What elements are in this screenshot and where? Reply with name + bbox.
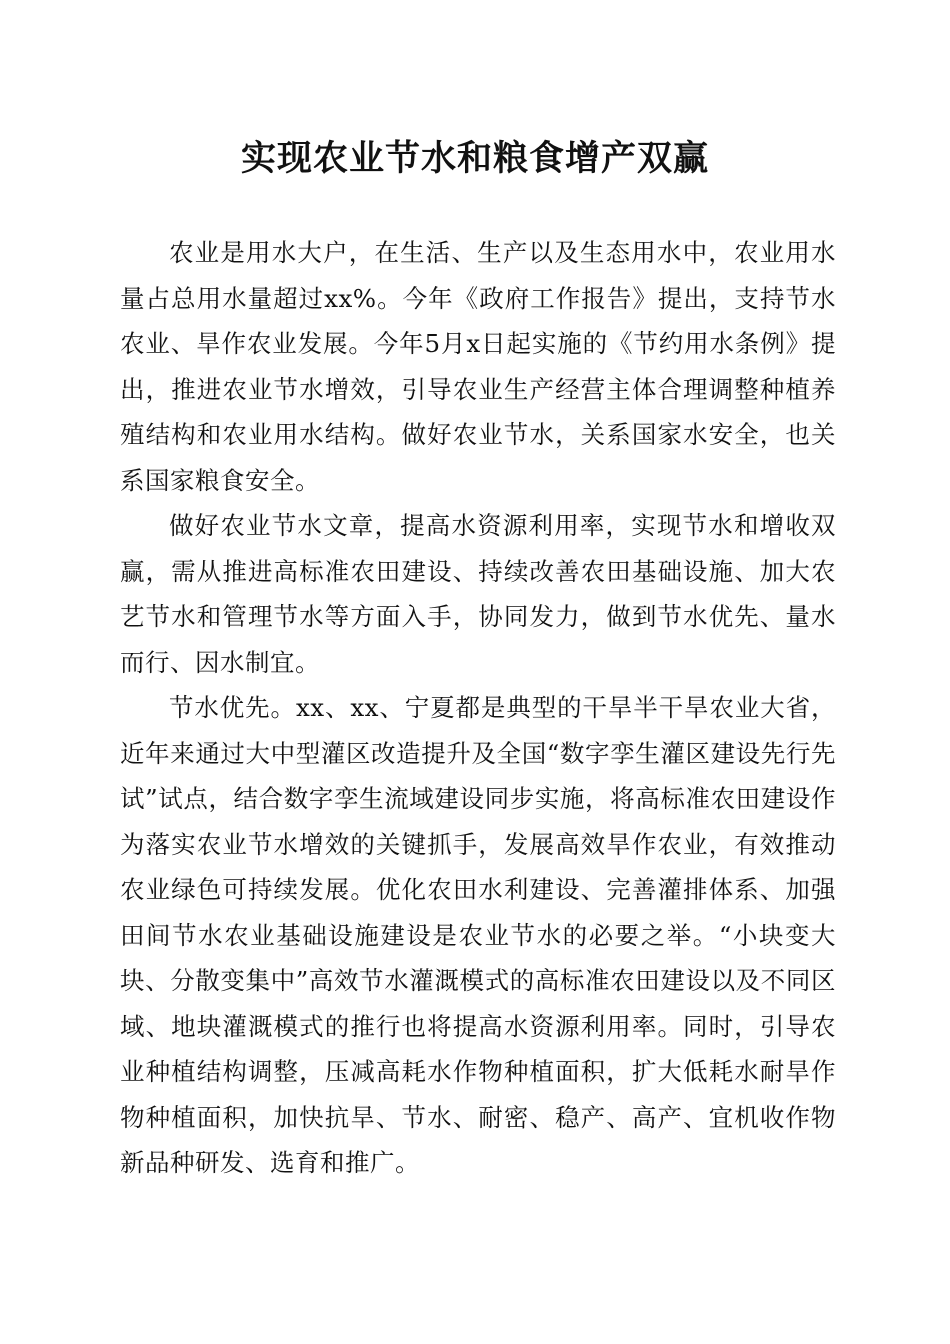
document-title: 实现农业节水和粮食增产双赢 [240,138,709,179]
paragraph-approach: 做好农业节水文章，提高水资源利用率，实现节水和增收双赢，需从推进高标准农田建设、持续改善农田基础设施、加大农艺节水和管理节水等方面入手，协同发力，做到节水优先、量水而行、因水制宜。 [120,511,836,677]
paragraph-intro: 农业是用水大户，在生活、生产以及生态用水中，农业用水量占总用水量超过xx%。今年《政府工作报告》提出，支持节水农业、旱作农业发展。今年5月x日起实施的《节约用水条例》提出，推进农业节水增效，引导农业生产经营主体合理调整种植养殖结构和农业用水结构。做好农业节水，关系国家水安全，也关系国家粮食安全。 [120,238,836,495]
paragraph-water-saving-first: 节水优先。xx、xx、宁夏都是典型的干旱半干旱农业大省，近年来通过大中型灌区改造提升及全国“数字孪生灌区建设先行先试”试点，结合数字孪生流域建设同步实施，将高标准农田建设作为落实农业节水增效的关键抓手，发展高效旱作农业，有效推动农业绿色可持续发展。优化农田水利建设、完善灌排体系、加强田间节水农业基础设施建设是农业节水的必要之举。“小块变大块、分散变集中”高效节水灌溉模式的高标准农田建设以及不同区域、地块灌溉模式的推行也将提高水资源利用率。同时，引导农业种植结构调整，压减高耗水作物种植面积，扩大低耗水耐旱作物种植面积，加快抗旱、节水、耐密、稳产、高产、宜机收作物新品种研发、选育和推广。 [120,693,836,1177]
document-body [120,230,836,1186]
